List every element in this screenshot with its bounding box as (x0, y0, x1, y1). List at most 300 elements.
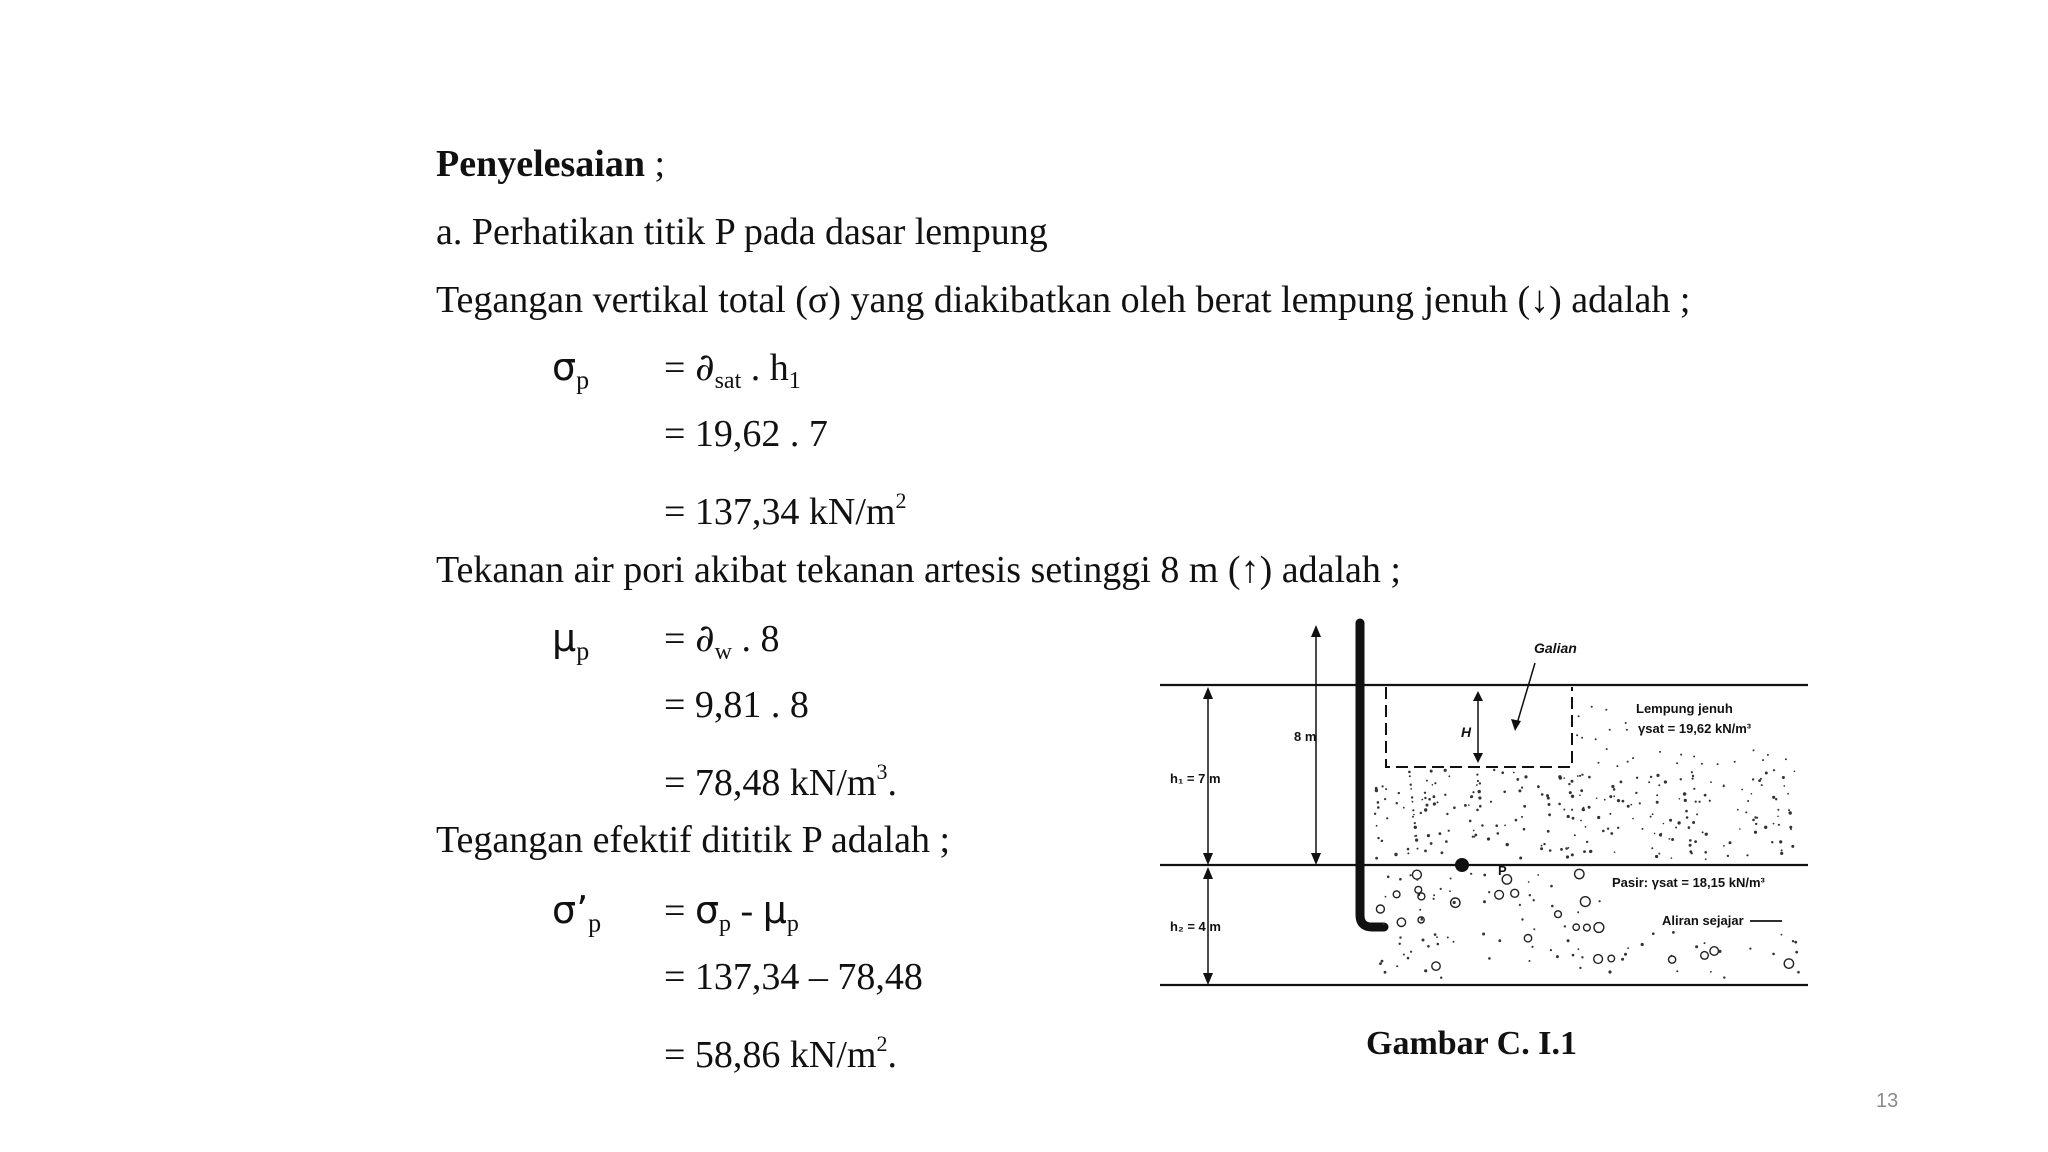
sand-grain (1624, 953, 1627, 956)
clay-dot (1568, 783, 1570, 785)
clay-dot (1428, 798, 1431, 801)
clay-dot (1652, 813, 1654, 815)
clay-dot (1780, 852, 1783, 855)
sand-grain (1573, 924, 1579, 930)
clay-dot (1493, 769, 1495, 771)
clay-dot (1478, 790, 1481, 793)
clay-dot (1694, 840, 1697, 843)
clay-dot (1778, 824, 1780, 826)
sand-grain (1784, 959, 1793, 968)
clay-dot (1571, 780, 1574, 783)
clay-dot (1547, 830, 1550, 833)
clay-dot (1588, 776, 1591, 779)
clay-dot (1381, 840, 1383, 842)
clay-dot (1567, 815, 1570, 818)
clay-dot (1704, 794, 1707, 797)
clay-dot (1632, 818, 1634, 820)
clay-dot (1779, 840, 1782, 843)
clay-dot (1433, 795, 1436, 798)
clay-dot (1412, 816, 1414, 818)
sand-grain (1385, 896, 1387, 898)
clay-dot (1521, 816, 1523, 818)
sand-grain (1418, 893, 1425, 900)
clay-dot (1605, 709, 1607, 711)
clay-dot (1476, 809, 1479, 812)
clay-dot (1625, 722, 1627, 724)
clay-dot (1606, 748, 1608, 750)
clay-dot (1595, 738, 1597, 740)
clay-dot (1699, 801, 1701, 803)
sand-grain (1399, 878, 1402, 881)
standpipe-icon (1360, 623, 1384, 927)
lempung-label: Lempung jenuh (1636, 701, 1733, 716)
clay-dot (1572, 817, 1575, 820)
clay-dot (1636, 777, 1638, 779)
unit-superscript: 3 (876, 759, 888, 784)
heading-text: Penyelesaian (436, 143, 645, 185)
h-label: H (1461, 724, 1472, 740)
sand-grain (1528, 881, 1530, 883)
clay-dot (1446, 813, 1448, 815)
sand-grain (1652, 932, 1655, 935)
sand-grain (1440, 977, 1442, 979)
sand-grain (1488, 957, 1491, 960)
sigma-term (694, 888, 732, 937)
clay-dot (1437, 801, 1439, 803)
eff-equation-1 (664, 888, 799, 946)
sand-grain (1447, 937, 1449, 939)
sand-grain (1695, 945, 1698, 948)
clay-dot (1477, 780, 1479, 782)
sand-grain (1433, 898, 1435, 900)
sand-grain (1537, 874, 1539, 876)
clay-dot (1598, 762, 1600, 764)
mu-equation-1 (664, 616, 779, 674)
clay-dot (1432, 784, 1434, 786)
clay-dot (1568, 847, 1570, 849)
clay-dot (1655, 855, 1658, 858)
clay-dot (1420, 812, 1422, 814)
clay-dot (1764, 826, 1767, 829)
clay-dot (1688, 826, 1691, 829)
sand-grain (1749, 948, 1751, 950)
clay-dot (1659, 751, 1661, 753)
mu-subscript: p (576, 636, 590, 666)
sand-grain (1672, 931, 1675, 934)
clay-dot (1377, 806, 1380, 809)
clay-dot (1518, 789, 1521, 792)
figure-caption: Gambar C. I.1 (1366, 1025, 1577, 1062)
sand-grain (1550, 949, 1552, 951)
clay-dot (1729, 841, 1732, 844)
mu-equation-2: = 9,81 . 8 (664, 684, 809, 726)
clay-dot (1658, 853, 1660, 855)
clay-dot (1513, 772, 1515, 774)
sand-grain (1772, 953, 1775, 956)
sand-grain (1470, 873, 1472, 875)
clay-dot (1470, 796, 1472, 798)
clay-dot (1761, 784, 1763, 786)
sand-grain (1434, 933, 1437, 936)
sigma-p-symbol (552, 345, 589, 403)
clay-dot (1604, 799, 1606, 801)
clay-dot (1479, 782, 1481, 784)
sand-grain (1440, 888, 1442, 890)
clay-dot (1693, 756, 1695, 758)
clay-dot (1745, 811, 1747, 813)
clay-dot (1541, 793, 1544, 796)
sand-grain (1397, 918, 1405, 926)
clay-dot (1582, 809, 1585, 812)
sigma-eff-subscript: p (588, 908, 602, 938)
galian-label: Galian (1534, 640, 1577, 656)
clay-dot (1591, 706, 1593, 708)
total-stress-text: Tegangan vertikal total (σ) yang diakibatkan oleh berat lempung jenuh (↓) adalah ; (436, 279, 1691, 321)
clay-dot (1578, 715, 1580, 717)
clay-dot (1548, 803, 1551, 806)
clay-dot (1421, 799, 1423, 801)
clay-dot (1560, 848, 1563, 851)
clay-dot (1580, 820, 1582, 822)
clay-dot (1685, 810, 1688, 813)
mu-term-symbol: μ (762, 888, 787, 932)
clay-dot (1574, 834, 1576, 836)
clay-dot (1659, 833, 1662, 836)
clay-dot (1741, 789, 1743, 791)
clay-dot (1430, 842, 1433, 845)
clay-dot (1537, 785, 1540, 788)
clay-dot (1386, 817, 1388, 819)
clay-dot (1376, 825, 1378, 827)
clay-dot (1758, 779, 1761, 782)
clay-dot (1734, 761, 1736, 763)
lempung-gamma-label: γsat = 19,62 kN/m³ (1638, 721, 1752, 736)
sand-grain (1529, 960, 1531, 962)
clay-dot (1773, 769, 1775, 771)
sand-grain (1379, 962, 1382, 965)
sand-grain (1781, 934, 1783, 936)
clay-dot (1755, 823, 1757, 825)
clay-dot (1723, 785, 1725, 787)
point-p-marker (1455, 858, 1469, 872)
clay-dot (1464, 804, 1467, 807)
clay-dot (1783, 785, 1785, 787)
sand-grain (1407, 957, 1410, 960)
sand-grain (1608, 970, 1611, 973)
clay-dot (1497, 832, 1500, 835)
clay-dot (1412, 801, 1414, 803)
sand-grain (1376, 905, 1384, 913)
clay-dot (1747, 800, 1749, 802)
clay-dot (1495, 824, 1498, 827)
sand-grain (1502, 875, 1511, 884)
sand-grain (1410, 874, 1412, 876)
minus-sign: - (731, 890, 763, 932)
sand-grain (1412, 870, 1421, 879)
clay-dot (1597, 816, 1600, 819)
clay-dot (1609, 813, 1611, 815)
clay-dot (1434, 782, 1436, 784)
clay-dot (1408, 771, 1411, 774)
sand-grain (1437, 943, 1440, 946)
sand-grain (1797, 971, 1800, 974)
sand-grain (1564, 925, 1566, 927)
sand-grain (1415, 886, 1422, 893)
clay-dot (1487, 837, 1490, 840)
sand-grain (1399, 943, 1401, 945)
sand-grain (1433, 894, 1435, 896)
clay-dot (1751, 793, 1753, 795)
clay-dot (1579, 794, 1581, 796)
clay-dot (1588, 806, 1591, 809)
clay-dot (1476, 784, 1478, 786)
clay-dot (1394, 853, 1397, 856)
clay-dot (1620, 781, 1623, 784)
clay-dot (1474, 834, 1477, 837)
clay-dot (1396, 802, 1398, 804)
clay-dot (1622, 800, 1625, 803)
clay-dot (1410, 784, 1412, 786)
clay-dot (1705, 833, 1708, 836)
sigma-term-sub: p (719, 911, 732, 937)
clay-dot (1577, 775, 1579, 777)
sand-grain (1483, 900, 1486, 903)
clay-dot (1490, 801, 1492, 803)
clay-dot (1426, 804, 1429, 807)
mu-equation-3 (664, 750, 897, 805)
clay-dot (1650, 816, 1652, 818)
clay-dot (1469, 820, 1472, 823)
mu-p-symbol (552, 616, 589, 674)
sand-grain (1393, 891, 1400, 898)
8m-label: 8 m (1294, 729, 1317, 744)
clay-dot (1414, 822, 1416, 824)
clay-dot (1479, 805, 1482, 808)
sand-grain (1701, 952, 1709, 960)
clay-dot (1523, 805, 1526, 808)
clay-dot (1521, 787, 1523, 789)
mu-symbol: μ (552, 616, 577, 660)
clay-dot (1563, 777, 1565, 779)
clay-dot (1407, 852, 1409, 854)
galian-pointer (1516, 663, 1535, 727)
sand-grain (1399, 936, 1401, 938)
sand-grain (1575, 869, 1584, 878)
clay-dot (1617, 799, 1620, 802)
clay-dot (1709, 800, 1711, 802)
clay-dot (1658, 784, 1660, 786)
clay-dot (1611, 785, 1614, 788)
sigma-subscript: p (576, 365, 590, 395)
sand-grain (1556, 955, 1559, 958)
clay-dot (1689, 850, 1692, 853)
clay-dot (1384, 798, 1386, 800)
partial-symbol: ∂ (694, 616, 715, 660)
sand-grain (1387, 876, 1390, 879)
clay-dot (1444, 794, 1446, 796)
clay-dot (1680, 778, 1682, 780)
clay-dot (1651, 847, 1653, 849)
clay-dot (1415, 839, 1418, 842)
clay-dot (1717, 763, 1719, 765)
clay-dot (1478, 796, 1481, 799)
clay-dot (1777, 816, 1779, 818)
clay-dot (1791, 845, 1794, 848)
clay-dot (1669, 819, 1672, 822)
clay-dot (1788, 809, 1790, 811)
clay-dot (1675, 827, 1677, 829)
sand-grain (1436, 936, 1438, 938)
clay-dot (1663, 823, 1665, 825)
sand-grain (1529, 894, 1531, 896)
clay-dot (1414, 826, 1417, 829)
clay-dot (1424, 797, 1426, 799)
partial-symbol: ∂ (694, 345, 715, 389)
clay-dot (1504, 825, 1506, 827)
sigma-eff-symbol: σ’ (552, 888, 589, 932)
clay-dot (1704, 851, 1707, 854)
mu-term (762, 888, 799, 937)
clay-dot (1415, 835, 1417, 837)
clay-dot (1374, 813, 1376, 815)
eq-prefix: = (664, 618, 695, 660)
clay-dot (1648, 781, 1650, 783)
eff-equation-3 (664, 1022, 897, 1077)
clay-dot (1696, 813, 1698, 815)
eq-value: = 58,86 kN/m (664, 1034, 877, 1076)
w-subscript: w (714, 639, 732, 665)
clay-dot (1705, 858, 1707, 860)
sand-grain (1495, 890, 1504, 899)
sand-grain (1432, 962, 1440, 970)
h-subscript: 1 (788, 368, 801, 394)
clay-dot (1566, 855, 1569, 858)
clay-dot (1549, 849, 1552, 852)
sigma-equation-2: = 19,62 . 7 (664, 413, 828, 455)
clay-dot (1377, 801, 1380, 804)
clay-dot (1585, 826, 1587, 828)
clay-dot (1656, 794, 1658, 796)
clay-dot (1375, 857, 1378, 860)
sand-grain (1533, 899, 1535, 901)
aliran-label: Aliran sejajar (1662, 913, 1744, 928)
clay-dot (1547, 797, 1550, 800)
clay-dot (1679, 798, 1681, 800)
sand-grain (1511, 889, 1519, 897)
clay-dot (1609, 729, 1611, 731)
clay-dot (1642, 828, 1644, 830)
clay-dot (1407, 848, 1410, 851)
sand-grain (1521, 918, 1523, 920)
sat-subscript: sat (714, 368, 742, 394)
clay-dot (1417, 848, 1419, 850)
clay-dot (1656, 774, 1659, 777)
clay-dot (1412, 809, 1414, 811)
clay-dot (1503, 791, 1506, 794)
clay-dot (1767, 754, 1769, 756)
clay-dot (1596, 798, 1598, 800)
clay-dot (1563, 809, 1565, 811)
sand-grain (1551, 905, 1554, 908)
clay-dot (1782, 776, 1785, 779)
clay-dot (1433, 802, 1436, 805)
clay-dot (1756, 817, 1758, 819)
sand-grain (1567, 939, 1570, 942)
clay-dot (1669, 838, 1671, 840)
step-a-text: a. Perhatikan titik P pada dasar lempung (436, 211, 1048, 253)
sand-grain (1584, 924, 1591, 931)
sigma-term-symbol: σ (694, 888, 720, 932)
sand-grain (1792, 940, 1794, 942)
sand-grain (1384, 971, 1387, 974)
sand-grain (1710, 947, 1719, 956)
sand-grain (1424, 969, 1427, 972)
clay-dot (1448, 830, 1450, 832)
page-number: 13 (1876, 1090, 1899, 1112)
sigma-equation-1 (664, 345, 801, 403)
clay-dot (1581, 774, 1583, 776)
sand-grain (1483, 874, 1486, 877)
clay-dot (1576, 734, 1578, 736)
sand-grain (1579, 967, 1581, 969)
clay-dot (1693, 788, 1695, 790)
clay-dot (1409, 775, 1411, 777)
clay-dot (1426, 780, 1428, 782)
clay-dot (1571, 795, 1574, 798)
clay-dot (1753, 749, 1755, 751)
sand-grain (1488, 891, 1490, 893)
clay-dot (1377, 837, 1379, 839)
clay-dot (1586, 841, 1588, 843)
sand-grain (1795, 951, 1798, 954)
sand-grain (1577, 911, 1579, 913)
clay-dot (1683, 792, 1686, 795)
sand-grain (1572, 954, 1575, 957)
clay-dot (1445, 840, 1448, 843)
clay-dot (1476, 774, 1478, 776)
sand-grain (1427, 945, 1430, 948)
clay-dot (1794, 771, 1796, 773)
clay-dot (1639, 802, 1641, 804)
clay-dot (1654, 833, 1656, 835)
clay-dot (1453, 806, 1456, 809)
clay-dot (1472, 836, 1474, 838)
clay-dot (1543, 843, 1545, 845)
clay-dot (1752, 819, 1755, 822)
heading-suffix: ; (644, 143, 666, 185)
pasir-label: Pasir: γsat = 18,15 kN/m³ (1612, 875, 1765, 890)
clay-dot (1519, 857, 1522, 860)
clay-dot (1468, 804, 1470, 806)
clay-dot (1613, 788, 1616, 791)
clay-dot (1676, 762, 1678, 764)
clay-dot (1583, 807, 1585, 809)
clay-dot (1723, 845, 1725, 847)
clay-dot (1765, 772, 1768, 775)
clay-dot (1558, 803, 1561, 806)
clay-dot (1558, 775, 1561, 778)
h1-label: h₁ = 7 m (1170, 771, 1221, 786)
clay-dot (1773, 823, 1775, 825)
sand-grain (1524, 935, 1531, 942)
sand-grain (1416, 879, 1418, 881)
clay-dot (1614, 851, 1616, 853)
sand-grain (1419, 909, 1421, 911)
sand-grain (1704, 942, 1706, 944)
clay-dot (1411, 796, 1413, 798)
clay-dot (1515, 819, 1518, 822)
clay-dot (1771, 841, 1773, 843)
